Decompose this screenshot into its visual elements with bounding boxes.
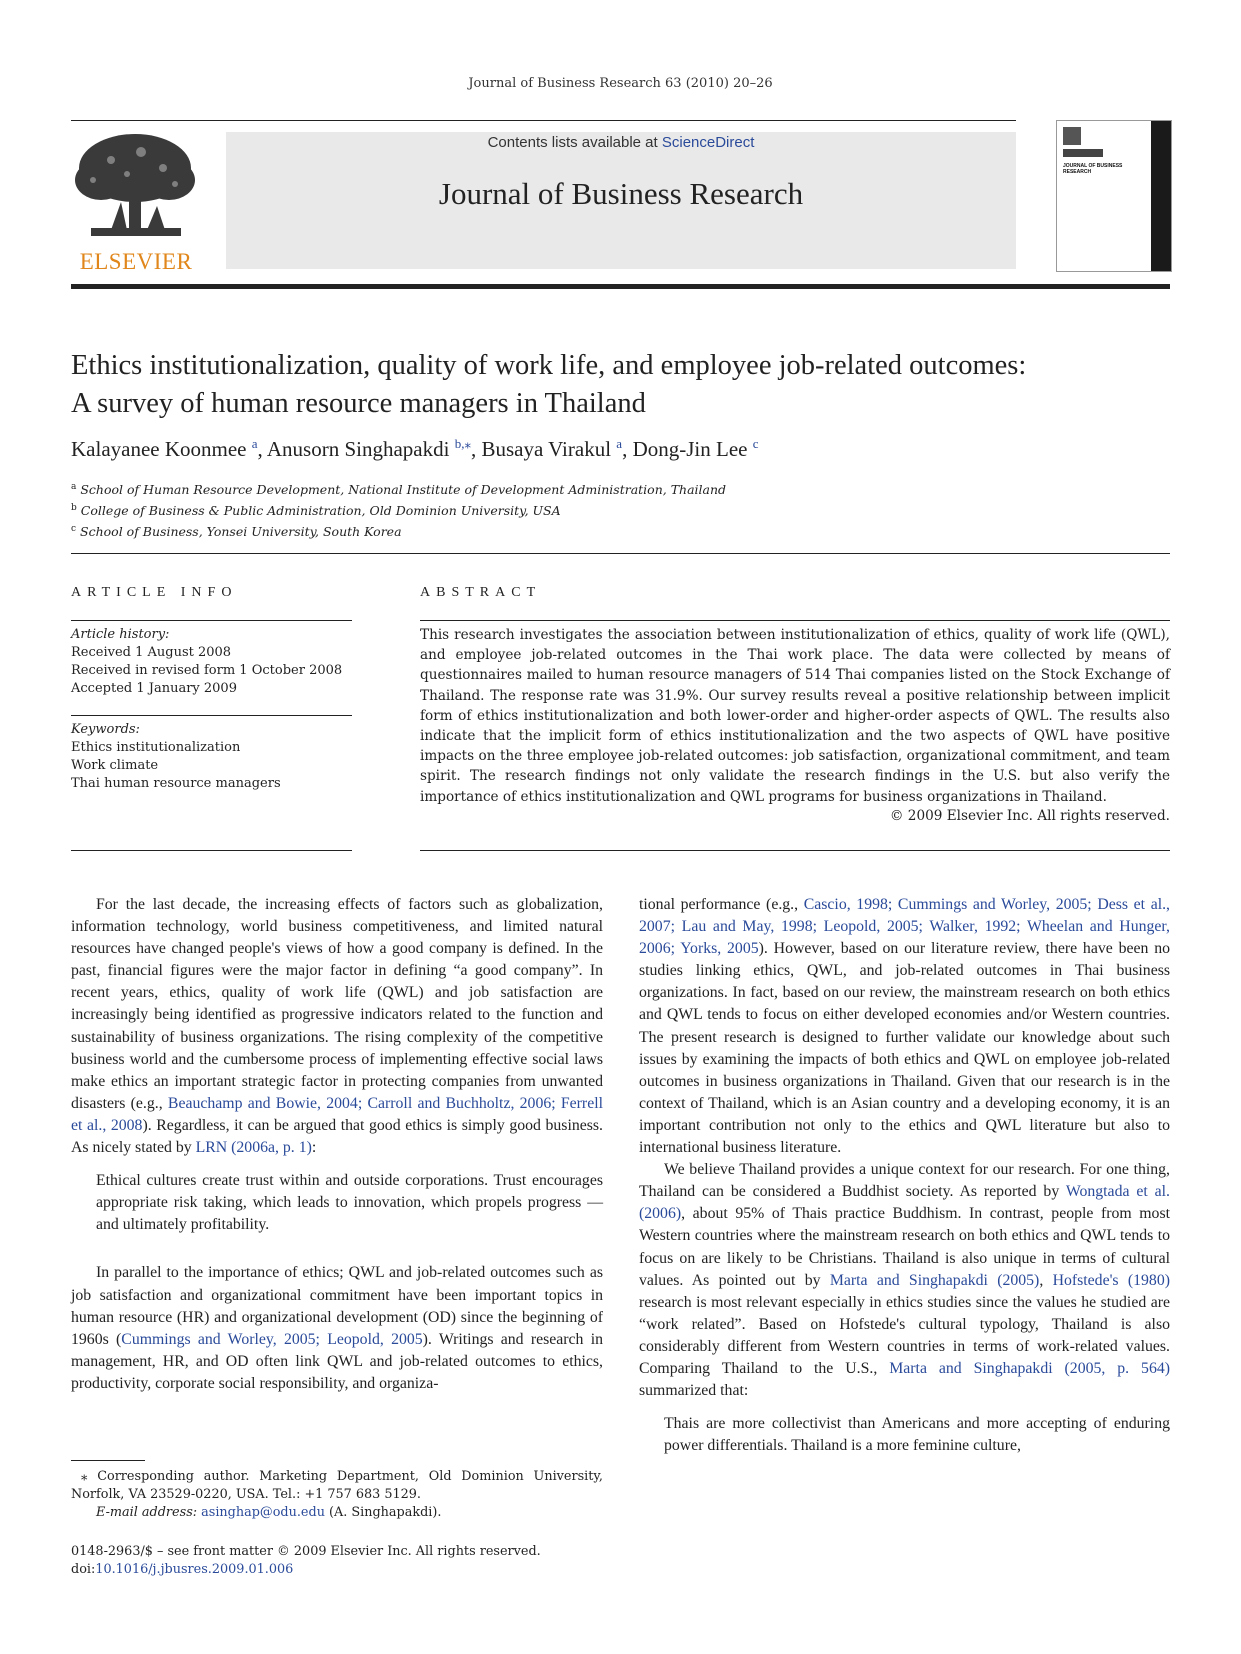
abstract-rule	[420, 620, 1170, 621]
author-list: Kalayanee Koonmee $^a$, Anusorn Singhapakdi $^{b,⁎}$, Busaya Virakul $^a$, Dong-Jin Lee $^c$	[71, 436, 759, 461]
abstract-text: This research investigates the association between institutionalization of ethics, quality of work life (QWL), and employee job-related outcomes in the Thai work place. The data were collected by means of questionnaires mailed to human resource managers of 514 Thai companies listed on the Stock Exchange of Thailand. The response rate was 31.9%. Our survey results reveal a positive relationship between implicit form of ethics institutionalization and both lower-order and higher-order aspects of QWL. The results also indicate that the implicit form of ethics institutionalization and the two aspects of QWL have positive impacts on the three employee job-related outcomes: job satisfaction, organizational commitment, and team spirit. The research findings not only validate the research findings in the U.S. but also verify the importance of ethics institutionalization and QWL programs for business organizations in Thailand.	[420, 627, 1170, 805]
footnote-rule	[71, 1460, 145, 1461]
author-affil-link[interactable]: c	[752, 436, 759, 451]
body-text: For the last decade, the increasing effects of factors such as globalization, information technology, world business competitiveness, and limited natural resources have changed people's views of how a good company is defined. In the past, financial figures were the major factor in defining “a good company”. In recent years, ethics, quality of work life (QWL) and job satisfaction are increasingly being identified as progressive indicators related to the function and sustainability of business organizations. The rising complexity of the competitive business world and the cumbersome process of implementing effective social laws make ethics an important strategic factor in protecting companies from unwanted disasters (e.g.,	[71, 896, 603, 1112]
body-text: research is most relevant especially in ethics studies since the values he studied are “work related”. Based on Hofstede's cultural typology, Thailand is also considerably different from Western countries in terms of work-related values. Comparing Thailand to the U.S.,	[639, 1293, 1170, 1377]
article-info-heading: ARTICLE INFO	[71, 585, 238, 600]
affiliation-item	[71, 478, 726, 499]
journal-title: Journal of Business Research	[438, 176, 804, 211]
info-rule	[71, 850, 352, 851]
doi-prefix: doi:	[71, 1562, 96, 1577]
title-line-1: Ethics institutionalization, quality of work life, and employee job-related outcomes:	[71, 350, 1027, 381]
author-name: Busaya Virakul	[481, 437, 612, 461]
title-line-2: A survey of human resource managers in Thailand	[71, 388, 646, 419]
body-text: summarized that:	[639, 1382, 749, 1400]
affiliation-marker: b	[71, 503, 77, 514]
block-quote: Ethical cultures create trust within and outside corporations. Trust encourages appropriate risk taking, which leads to innovation, which propels progress — and ultimately profitability.	[96, 1172, 603, 1234]
email-link[interactable]: asinghap@odu.edu	[201, 1505, 325, 1520]
affiliations	[71, 478, 726, 541]
affiliation-text: School of Business, Yonsei University, South Korea	[80, 524, 402, 540]
cover-logo-icon	[1063, 127, 1081, 145]
publisher-logo[interactable]: ELSEVIER	[79, 249, 193, 274]
author-name: Dong-Jin Lee	[632, 437, 748, 461]
block-quote: Thais are more collectivist than Americans and more accepting of enduring power differentials. Thailand is a more feminine culture,	[664, 1415, 1170, 1455]
sciencedirect-link[interactable]: ScienceDirect	[661, 134, 755, 151]
footnote-corresponding	[71, 1468, 603, 1504]
history-item: Accepted 1 January 2009	[71, 681, 237, 696]
section-rule	[71, 553, 1170, 554]
bottom-meta	[71, 1543, 541, 1579]
contents-prefix: Contents lists available at	[487, 134, 662, 151]
affiliation-marker: a	[71, 482, 77, 492]
citation-link[interactable]: Cascio, 1998; Cummings and Worley, 2005; Dess et al., 2007; Lau and May, 1998; Leopold, 2005; Walker, 1992; Wheelan and Hunger, 2006; Yorks, 2005	[639, 896, 1171, 958]
doi-link[interactable]: 10.1016/j.jbusres.2009.01.006	[95, 1562, 294, 1577]
citation-link[interactable]: Beauchamp and Bowie, 2004; Carroll and Buchholtz, 2006; Ferrell et al., 2008	[71, 1094, 603, 1134]
info-rule	[71, 620, 352, 621]
affiliation-text: School of Human Resource Development, National Institute of Development Administration, Thailand	[80, 482, 727, 498]
keywords	[71, 721, 281, 793]
citation-link[interactable]: Cummings and Worley, 2005; Leopold, 2005	[121, 1330, 423, 1348]
email-suffix: (A. Singhapakdi).	[324, 1505, 442, 1520]
body-paragraph	[639, 894, 1170, 1159]
body-column-left	[71, 894, 603, 1395]
body-paragraph	[639, 1159, 1170, 1402]
running-head: Journal of Business Research 63 (2010) 20–26	[468, 76, 773, 91]
article-title	[71, 347, 1171, 423]
abstract-rule	[420, 850, 1170, 851]
contents-line	[226, 134, 1016, 151]
article-history	[71, 626, 342, 698]
abstract-heading: ABSTRACT	[420, 585, 542, 600]
body-text: ). However, based on our literature review, there have been no studies linking ethics, QWL, and job-related outcomes in Thai business organizations. In fact, based on our review, the mainstream research on both ethics and QWL tends to focus on either developed economies and/or Western countries. The present research is designed to further validate our knowledge about such issues by examining the impacts of both ethics and QWL on employee job-related outcomes in business organizations in Thailand. Given that our research is in the context of Thailand, which is an Asian country and a developing economy, it is an important contribution not only to the ethics and QWL literature but also to international business literature.	[639, 940, 1171, 1157]
body-text: In parallel to the importance of ethics; QWL and job-related outcomes such as job satisfaction and organizational commitment have been important topics in human resource (HR) and organizational development (OD) since the beginning of 1960s (	[71, 1264, 603, 1348]
keyword-item: Thai human resource managers	[71, 776, 281, 791]
abstract-copyright: © 2009 Elsevier Inc. All rights reserved.	[889, 808, 1170, 824]
affiliation-item	[71, 499, 726, 520]
author-name: Kalayanee Koonmee	[71, 437, 247, 461]
author-affil-link[interactable]: a	[616, 436, 623, 451]
header-thick-rule	[71, 284, 1170, 289]
author-affil-link[interactable]: b,⁎	[454, 436, 471, 451]
body-paragraph	[71, 1262, 603, 1395]
footnote-marker: ⁎	[81, 1469, 88, 1484]
body-column-right	[639, 894, 1170, 1457]
body-text: , about 95% of Thais practice Buddhism. In contrast, people from most Western countries where the mainstream research on both ethics and QWL tends to focus on are likely to be Christians. Thailand is also unique in terms of cultural values. As pointed out by	[639, 1205, 1170, 1289]
author-affil-link[interactable]: a	[251, 436, 258, 451]
body-text: ,	[1039, 1271, 1053, 1289]
body-text: We believe Thailand provides a unique context for our research. For one thing, Thailand can be considered a Buddhist society. As reported by	[639, 1161, 1170, 1201]
citation-link[interactable]: Marta and Singhapakdi (2005, p. 564)	[889, 1359, 1171, 1377]
keywords-label: Keywords:	[71, 722, 140, 737]
history-item: Received in revised form 1 October 2008	[71, 663, 343, 678]
issn-line: 0148-2963/$ – see front matter © 2009 Elsevier Inc. All rights reserved.	[71, 1544, 541, 1559]
cover-spine	[1151, 121, 1171, 271]
body-paragraph	[71, 894, 603, 1159]
citation-link[interactable]: Hofstede's (1980)	[1052, 1271, 1170, 1289]
keyword-item: Ethics institutionalization	[71, 740, 241, 755]
body-text: tional performance (e.g.,	[639, 896, 804, 913]
body-text: ). Writings and research in management, HR, and OD often link QWL and job-related outcomes to ethics, productivity, corporate social responsibility, and organiza-	[71, 1330, 604, 1392]
author-name: Anusorn Singhapakdi	[266, 437, 450, 461]
citation-link[interactable]: LRN (2006a, p. 1)	[195, 1139, 312, 1157]
history-item: Received 1 August 2008	[71, 645, 232, 660]
affiliation-marker: c	[71, 524, 77, 535]
cover-bar	[1063, 149, 1103, 157]
affiliation-text: College of Business & Public Administration, Old Dominion University, USA	[80, 503, 561, 519]
footnote	[71, 1468, 603, 1522]
info-rule	[71, 715, 352, 716]
masthead	[226, 132, 1016, 269]
affiliation-item	[71, 520, 726, 541]
doi-line	[71, 1561, 541, 1579]
keyword-item: Work climate	[71, 758, 159, 773]
body-text: :	[311, 1139, 317, 1157]
footnote-text: Corresponding author. Marketing Department, Old Dominion University, Norfolk, VA 23529-0220, USA. Tel.: +1 757 683 5129.	[71, 1469, 603, 1502]
elsevier-tree-icon	[71, 130, 199, 242]
header-rule	[71, 120, 1016, 121]
citation-link[interactable]: Marta and Singhapakdi (2005)	[829, 1271, 1040, 1289]
cover-text: JOURNAL OF BUSINESS RESEARCH	[1063, 163, 1123, 175]
history-label: Article history:	[71, 627, 170, 642]
journal-cover-thumbnail[interactable]	[1056, 120, 1172, 272]
footnote-email-line	[71, 1504, 603, 1522]
citation-link[interactable]: Wongtada et al. (2006)	[639, 1183, 1170, 1223]
email-label: E-mail address:	[96, 1505, 202, 1520]
body-text: ). Regardless, it can be argued that good ethics is simply good business. As nicely stated by	[71, 1116, 603, 1157]
